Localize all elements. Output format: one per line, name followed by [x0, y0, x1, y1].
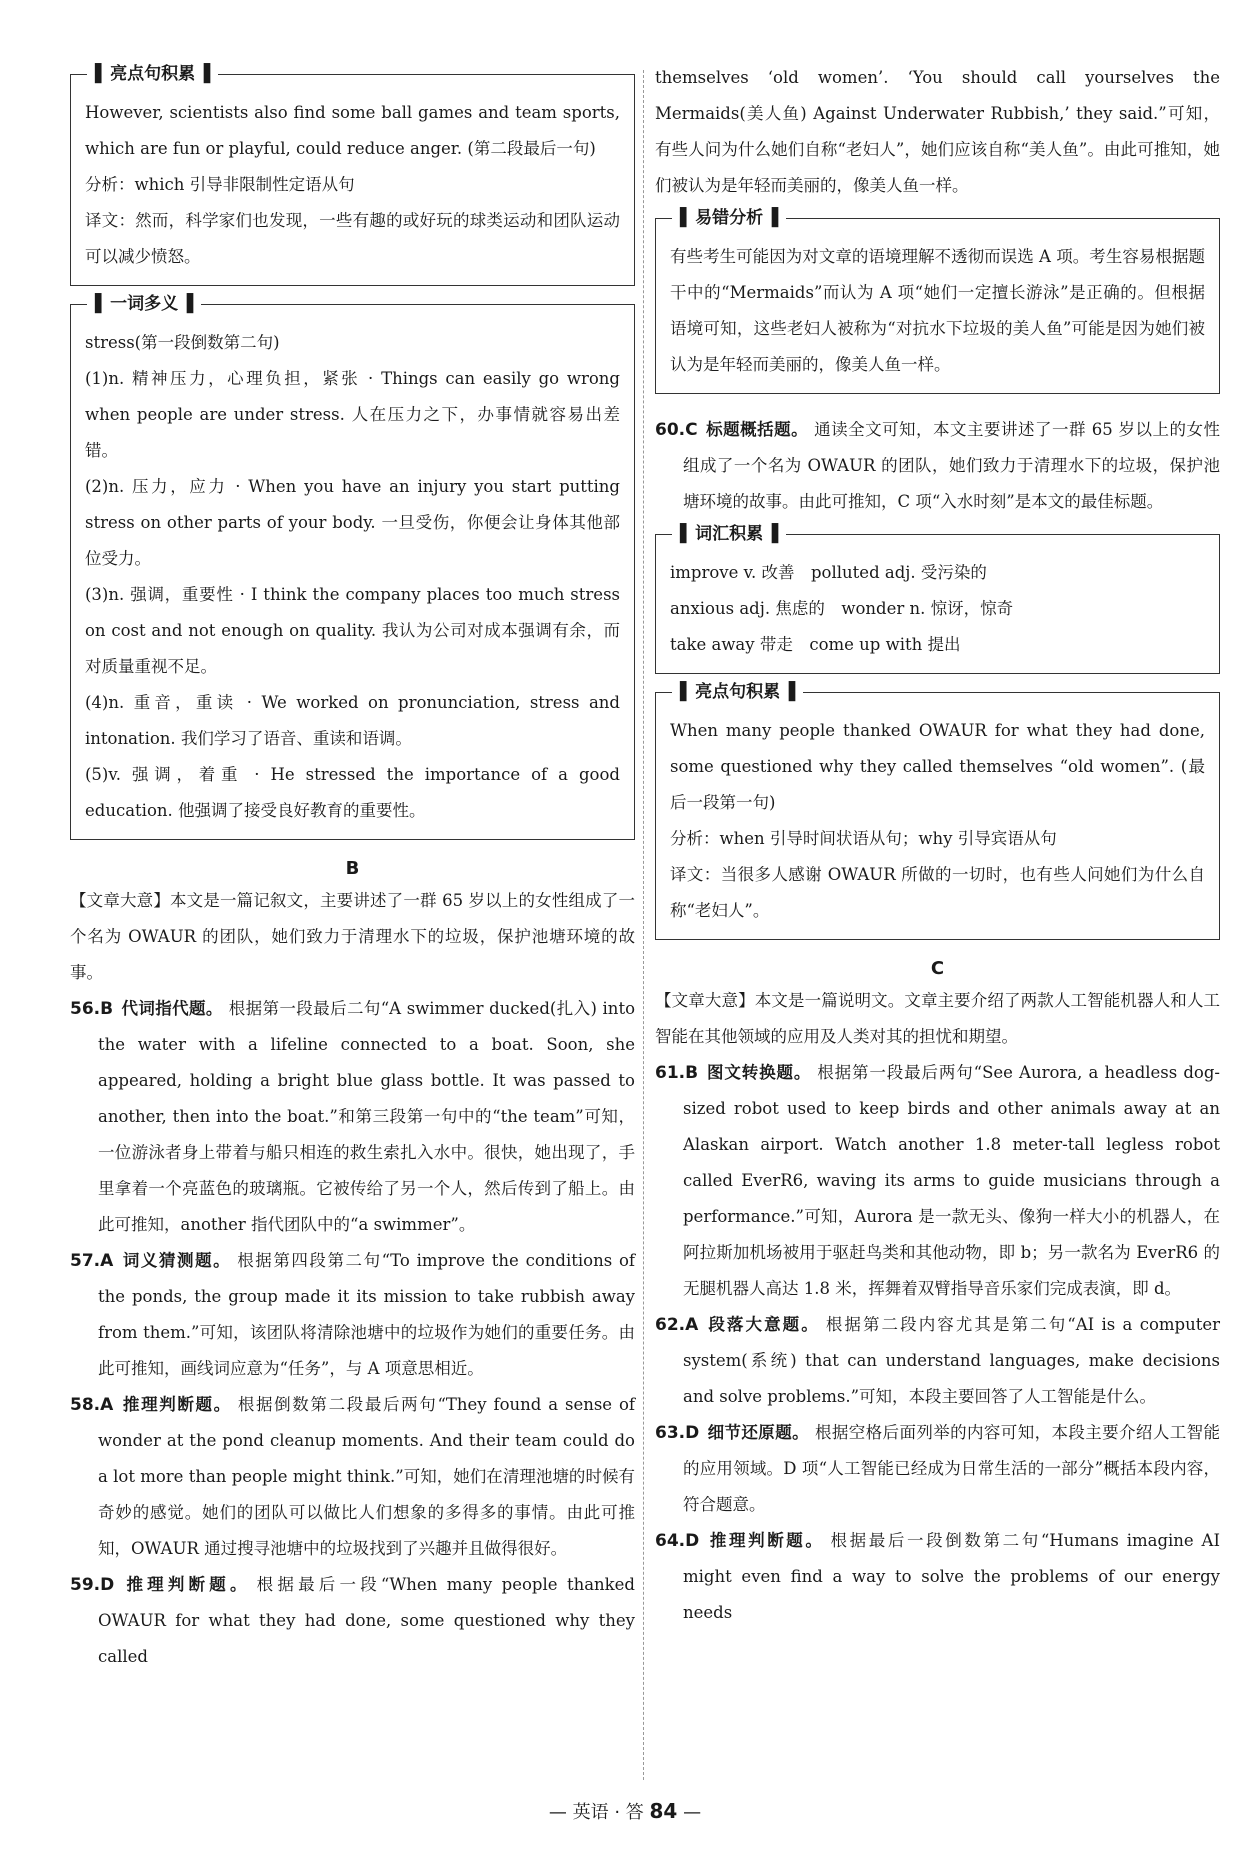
answer-number: 60.C [655, 420, 698, 440]
answer-number: 62.A [655, 1315, 699, 1335]
answer-number: 64.D [655, 1531, 700, 1551]
answer-item [655, 1055, 1220, 1307]
answer-59-continued: themselves ‘old women’. ‘You should call yourselves the Mermaids(美人鱼) Against Underwater Rubbish,’ they said.”可知，有些人问为什么她们自称“老妇人”，她们应该自称“美人鱼”。由此可推知，她们被认为是年轻而美丽的，像美人鱼一样。 [655, 68, 1220, 195]
box-tag: ▌ 亮点句积累 ▐ [672, 682, 803, 702]
vocabulary-box [655, 524, 1220, 674]
error-analysis-box [655, 208, 1220, 394]
box-line: However, scientists also find some ball games and team sports, which are fun or playful, could reduce anger. (第二段最后一句) [85, 103, 620, 158]
answer-item [70, 1387, 635, 1567]
highlight-sentence-box [70, 64, 635, 286]
question-type: 细节还原题。 [707, 1423, 809, 1442]
answer-item [655, 1523, 1220, 1631]
box-line: 分析：which 引导非限制性定语从句 [85, 175, 355, 194]
answer-number: 61.B [655, 1063, 699, 1083]
box-line: take away 带走 come up with 提出 [670, 635, 961, 654]
answer-text: 根据第四段第二句“To improve the conditions of the ponds, the group made it its mission to take rubbish away from them.”可知，该团队将清除池塘中的垃圾作为她们的重要任务。由此可推知，画线词应意为“任务”，与 A 项意思相近。 [98, 1251, 636, 1378]
answer-number: 57.A [70, 1251, 114, 1271]
question-type: 推理判断题。 [122, 1575, 251, 1594]
box-line: (4)n. 重音，重读 · We worked on pronunciation, stress and intonation. 我们学习了语音、重读和语调。 [85, 693, 620, 748]
column-divider [643, 70, 644, 1780]
box-line: (1)n. 精神压力，心理负担，紧张 · Things can easily go wrong when people are under stress. 人在压力之下，办事情就容易出差错。 [85, 369, 620, 460]
box-line: When many people thanked OWAUR for what they had done, some questioned why they called themselves “old women”. (最后一段第一句) [670, 721, 1205, 812]
footer-label: — 英语 · 答 [548, 1802, 644, 1823]
answer-text: 根据第二段内容尤其是第二句“AI is a computer system(系统) that can understand languages, make decisions and solve problems.”可知，本段主要回答了人工智能是什么。 [683, 1315, 1220, 1406]
answer-text: 根据空格后面列举的内容可知，本段主要介绍人工智能的应用领域。D 项“人工智能已经成为日常生活的一部分”概括本段内容，符合题意。 [683, 1423, 1221, 1514]
question-type: 推理判断题。 [121, 1395, 232, 1414]
answer-text: 根据最后一段“When many people thanked OWAUR for what they had done, some questioned why they called [98, 1575, 635, 1666]
polysemy-box [70, 294, 635, 840]
answer-number: 58.A [70, 1395, 114, 1415]
question-type: 词义猜测题。 [121, 1251, 232, 1270]
footer-dash: — [683, 1802, 702, 1823]
answer-item [655, 412, 1220, 520]
box-line: 分析：when 引导时间状语从句；why 引导宾语从句 [670, 829, 1057, 848]
question-type: 代词指代题。 [121, 999, 223, 1018]
answer-item [655, 1415, 1220, 1523]
box-line: (3)n. 强调，重要性 · I think the company places too much stress on cost and not enough on quality. 我认为公司对成本强调有余，而对质量重视不足。 [85, 585, 620, 676]
box-line: 有些考生可能因为对文章的语境理解不透彻而误选 A 项。考生容易根据题干中的“Mermaids”而认为 A 项“她们一定擅长游泳”是正确的。但根据语境可知，这些老妇人被称为“对抗水下垃圾的美人鱼”可能是因为她们被认为是年轻而美丽的，像美人鱼一样。 [670, 247, 1205, 374]
left-column [70, 60, 635, 1675]
answer-text: 根据最后一段倒数第二句“Humans imagine AI might even find a way to solve the problems of our energy needs [683, 1531, 1220, 1622]
answer-text: 根据倒数第二段最后两句“They found a sense of wonder at the pond cleanup moments. And their team could do a lot more than people might think.”可知，她们在清理池塘的时候有奇妙的感觉。她们的团队可以做比人们想象的多得多的事情。由此可推知，OWAUR 通过搜寻池塘中的垃圾找到了兴趣并且做得很好。 [98, 1395, 636, 1558]
right-column [655, 60, 1220, 1631]
main-idea-c: 【文章大意】本文是一篇说明文。文章主要介绍了两款人工智能机器人和人工智能在其他领域的应用及人类对其的担忧和期望。 [655, 991, 1220, 1046]
answer-item [655, 1307, 1220, 1415]
answer-text: 根据第一段最后二句“A swimmer ducked(扎入) into the water with a lifeline connected to a boat. Soon, she appeared, holding a bright blue glass bottle. It was passed to another, then into the boat.”和第三段第一句中的“the team”可知，一位游泳者身上带着与船只相连的救生索扎入水中。很快，她出现了，手里拿着一个亮蓝色的玻璃瓶。它被传给了另一个人，然后传到了船上。由此可推知，another 指代团队中的“a swimmer”。 [98, 999, 636, 1234]
question-type: 段落大意题。 [706, 1315, 820, 1334]
answer-text: 通读全文可知，本文主要讲述了一群 65 岁以上的女性组成了一个名为 OWAUR 的团队，她们致力于清理水下的垃圾，保护池塘环境的故事。由此可推知，C 项“入水时刻”是本文的最佳标题。 [683, 420, 1220, 511]
box-tag: ▌ 词汇积累 ▐ [672, 524, 786, 544]
page-number: 84 [649, 1799, 678, 1823]
section-title-c: C [930, 958, 945, 979]
box-line: (5)v. 强调，着重 · He stressed the importance of a good education. 他强调了接受良好教育的重要性。 [85, 765, 620, 820]
question-type: 标题概括题。 [705, 420, 809, 439]
box-line: improve v. 改善 polluted adj. 受污染的 [670, 563, 987, 582]
box-line: anxious adj. 焦虑的 wonder n. 惊讶，惊奇 [670, 599, 1014, 618]
question-type: 推理判断题。 [707, 1531, 825, 1550]
question-type: 图文转换题。 [706, 1063, 812, 1082]
answer-item [70, 991, 635, 1243]
box-tag: ▌ 亮点句积累 ▐ [87, 64, 218, 84]
box-tag: ▌ 易错分析 ▐ [672, 208, 786, 228]
box-line: 译文：然而，科学家们也发现，一些有趣的或好玩的球类运动和团队运动可以减少愤怒。 [85, 211, 620, 266]
answer-number: 63.D [655, 1423, 700, 1443]
answer-number: 59.D [70, 1575, 115, 1595]
answer-item [70, 1567, 635, 1675]
box-tag: ▌ 一词多义 ▐ [87, 294, 201, 314]
section-title-b: B [345, 858, 360, 879]
highlight-sentence-box [655, 682, 1220, 940]
answer-text: 根据第一段最后两句“See Aurora, a headless dog-sized robot used to keep birds and other animals away at an Alaskan airport. Watch another 1.8 meter-tall legless robot called EverR6, waving its arms to guide musicians through a performance.”可知，Aurora 是一款无头、像狗一样大小的机器人，在阿拉斯加机场被用于驱赶鸟类和其他动物，即 b；另一款名为 EverR6 的无腿机器人高达 1.8 米，挥舞着双臂指导音乐家们完成表演，即 d。 [683, 1063, 1221, 1298]
answer-item [70, 1243, 635, 1387]
box-line: 译文：当很多人感谢 OWAUR 所做的一切时，也有些人问她们为什么自称“老妇人”。 [670, 865, 1205, 920]
box-line: stress(第一段倒数第二句) [85, 333, 280, 352]
page-footer [0, 1798, 1250, 1824]
box-line: (2)n. 压力，应力 · When you have an injury you start putting stress on other parts of your body. 一旦受伤，你便会让身体其他部位受力。 [85, 477, 620, 568]
answer-number: 56.B [70, 999, 114, 1019]
main-idea-b: 【文章大意】本文是一篇记叙文，主要讲述了一群 65 岁以上的女性组成了一个名为 OWAUR 的团队，她们致力于清理水下的垃圾，保护池塘环境的故事。 [70, 891, 635, 982]
